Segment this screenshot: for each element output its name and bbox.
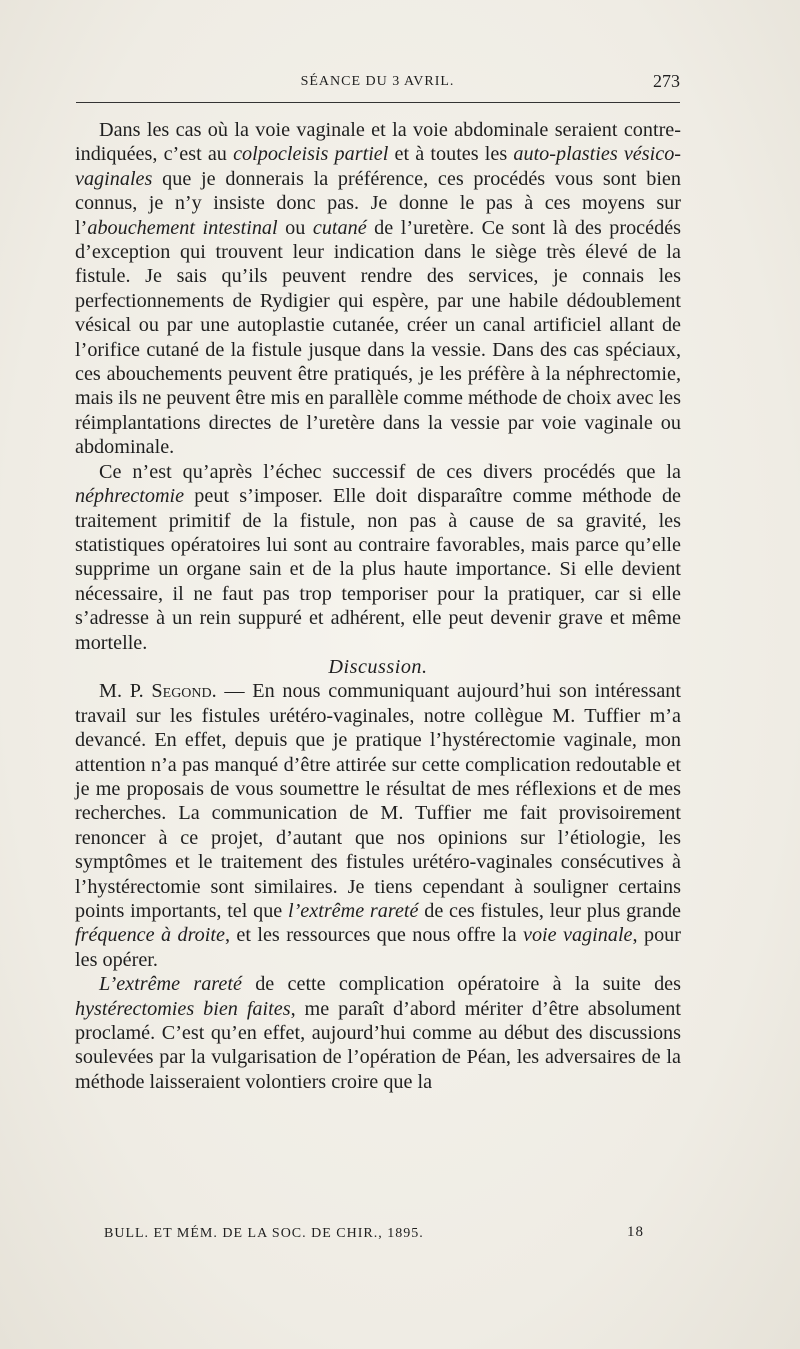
page-footer <box>104 1226 644 1242</box>
paragraph-2: Ce n’est qu’après l’échec successif de ces divers procédés que la néphrectomie peut s’imposer. Elle doit disparaître comme méthode de traitement primitif de la fistule, non pas à cause de sa gravité, les statistiques opératoires lui sont au contraire favorables, mais parce qu’elle supprime un organe sain et de la plus haute importance. Si elle devient nécessaire, il ne faut pas trop temporiser pour la pratiquer, car si elle s’adresse à un rein suppuré et adhérent, elle peut devenir grave et même mortelle. <box>75 460 681 654</box>
header-rule <box>76 102 680 103</box>
page-number: 273 <box>653 71 680 91</box>
body-text <box>75 118 681 1094</box>
section-heading: Discussion. <box>328 655 428 678</box>
running-header <box>75 71 680 102</box>
paragraph-3: M. P. Segond. — En nous communiquant aujourd’hui son intéressant travail sur les fistules urétéro-vaginales, notre collègue M. Tuffier m’a devancé. En effet, depuis que je pratique l’hystérectomie vaginale, mon attention n’a pas manqué d’être attirée sur cette complication redoutable et je me proposais de vous soumettre le résultat de mes réflexions et de mes recherches. La communication de M. Tuffier me fait provisoirement renoncer à ce projet, d’autant que nos opinions sur l’étiologie, les symptômes et le traitement des fistules urétéro-vaginales consécutives à l’hystérectomie sont similaires. Je tiens cependant à souligner certains points importants, tel que l’extrême rareté de ces fistules, leur plus grande fréquence à droite, et les ressources que nous offre la voie vaginale, pour les opérer. <box>75 680 681 971</box>
paragraph-1: Dans les cas où la voie vaginale et la voie abdominale seraient contre-indiquées, c’est au colpocleisis partiel et à toutes les auto-plasties vésico-vaginales que je donnerais la préférence, ces procédés vous sont bien connus, je n’y insiste donc pas. Je donne le pas à ces moyens sur l’abouchement intestinal ou cutané de l’uretère. Ce sont là des procédés d’exception qui trouvent leur indication dans le siège très élevé de la fistule. Je sais qu’ils peuvent rendre des services, je connais les perfectionnements de Rydigier qui espère, par une habile dédoublement vésical ou par une autoplastie cutanée, créer un canal artificiel allant de l’orifice cutané de la fistule jusque dans la vessie. Dans des cas spéciaux, ces abouchements peuvent être pratiqués, je les préfère à la néphrectomie, mais ils ne peuvent être mis en parallèle comme méthode de choix avec les réimplantations directes de l’uretère dans la vessie par voie vaginale ou abdominale. <box>75 119 682 459</box>
footer-citation: BULL. ET MÉM. DE LA SOC. DE CHIR., 1895. <box>104 1226 424 1241</box>
paragraph-4: L’extrême rareté de cette complication opératoire à la suite des hystérectomies bien faites, me paraît d’abord mériter d’être absolument proclamé. C’est qu’en effet, aujourd’hui comme au début des discussions soulevées par la vulgarisation de l’opération de Péan, les adversaires de la méthode laisseraient volontiers croire que la <box>75 973 681 1093</box>
signature-mark: 18 <box>627 1224 644 1240</box>
header-title: SÉANCE DU 3 AVRIL. <box>300 74 455 89</box>
